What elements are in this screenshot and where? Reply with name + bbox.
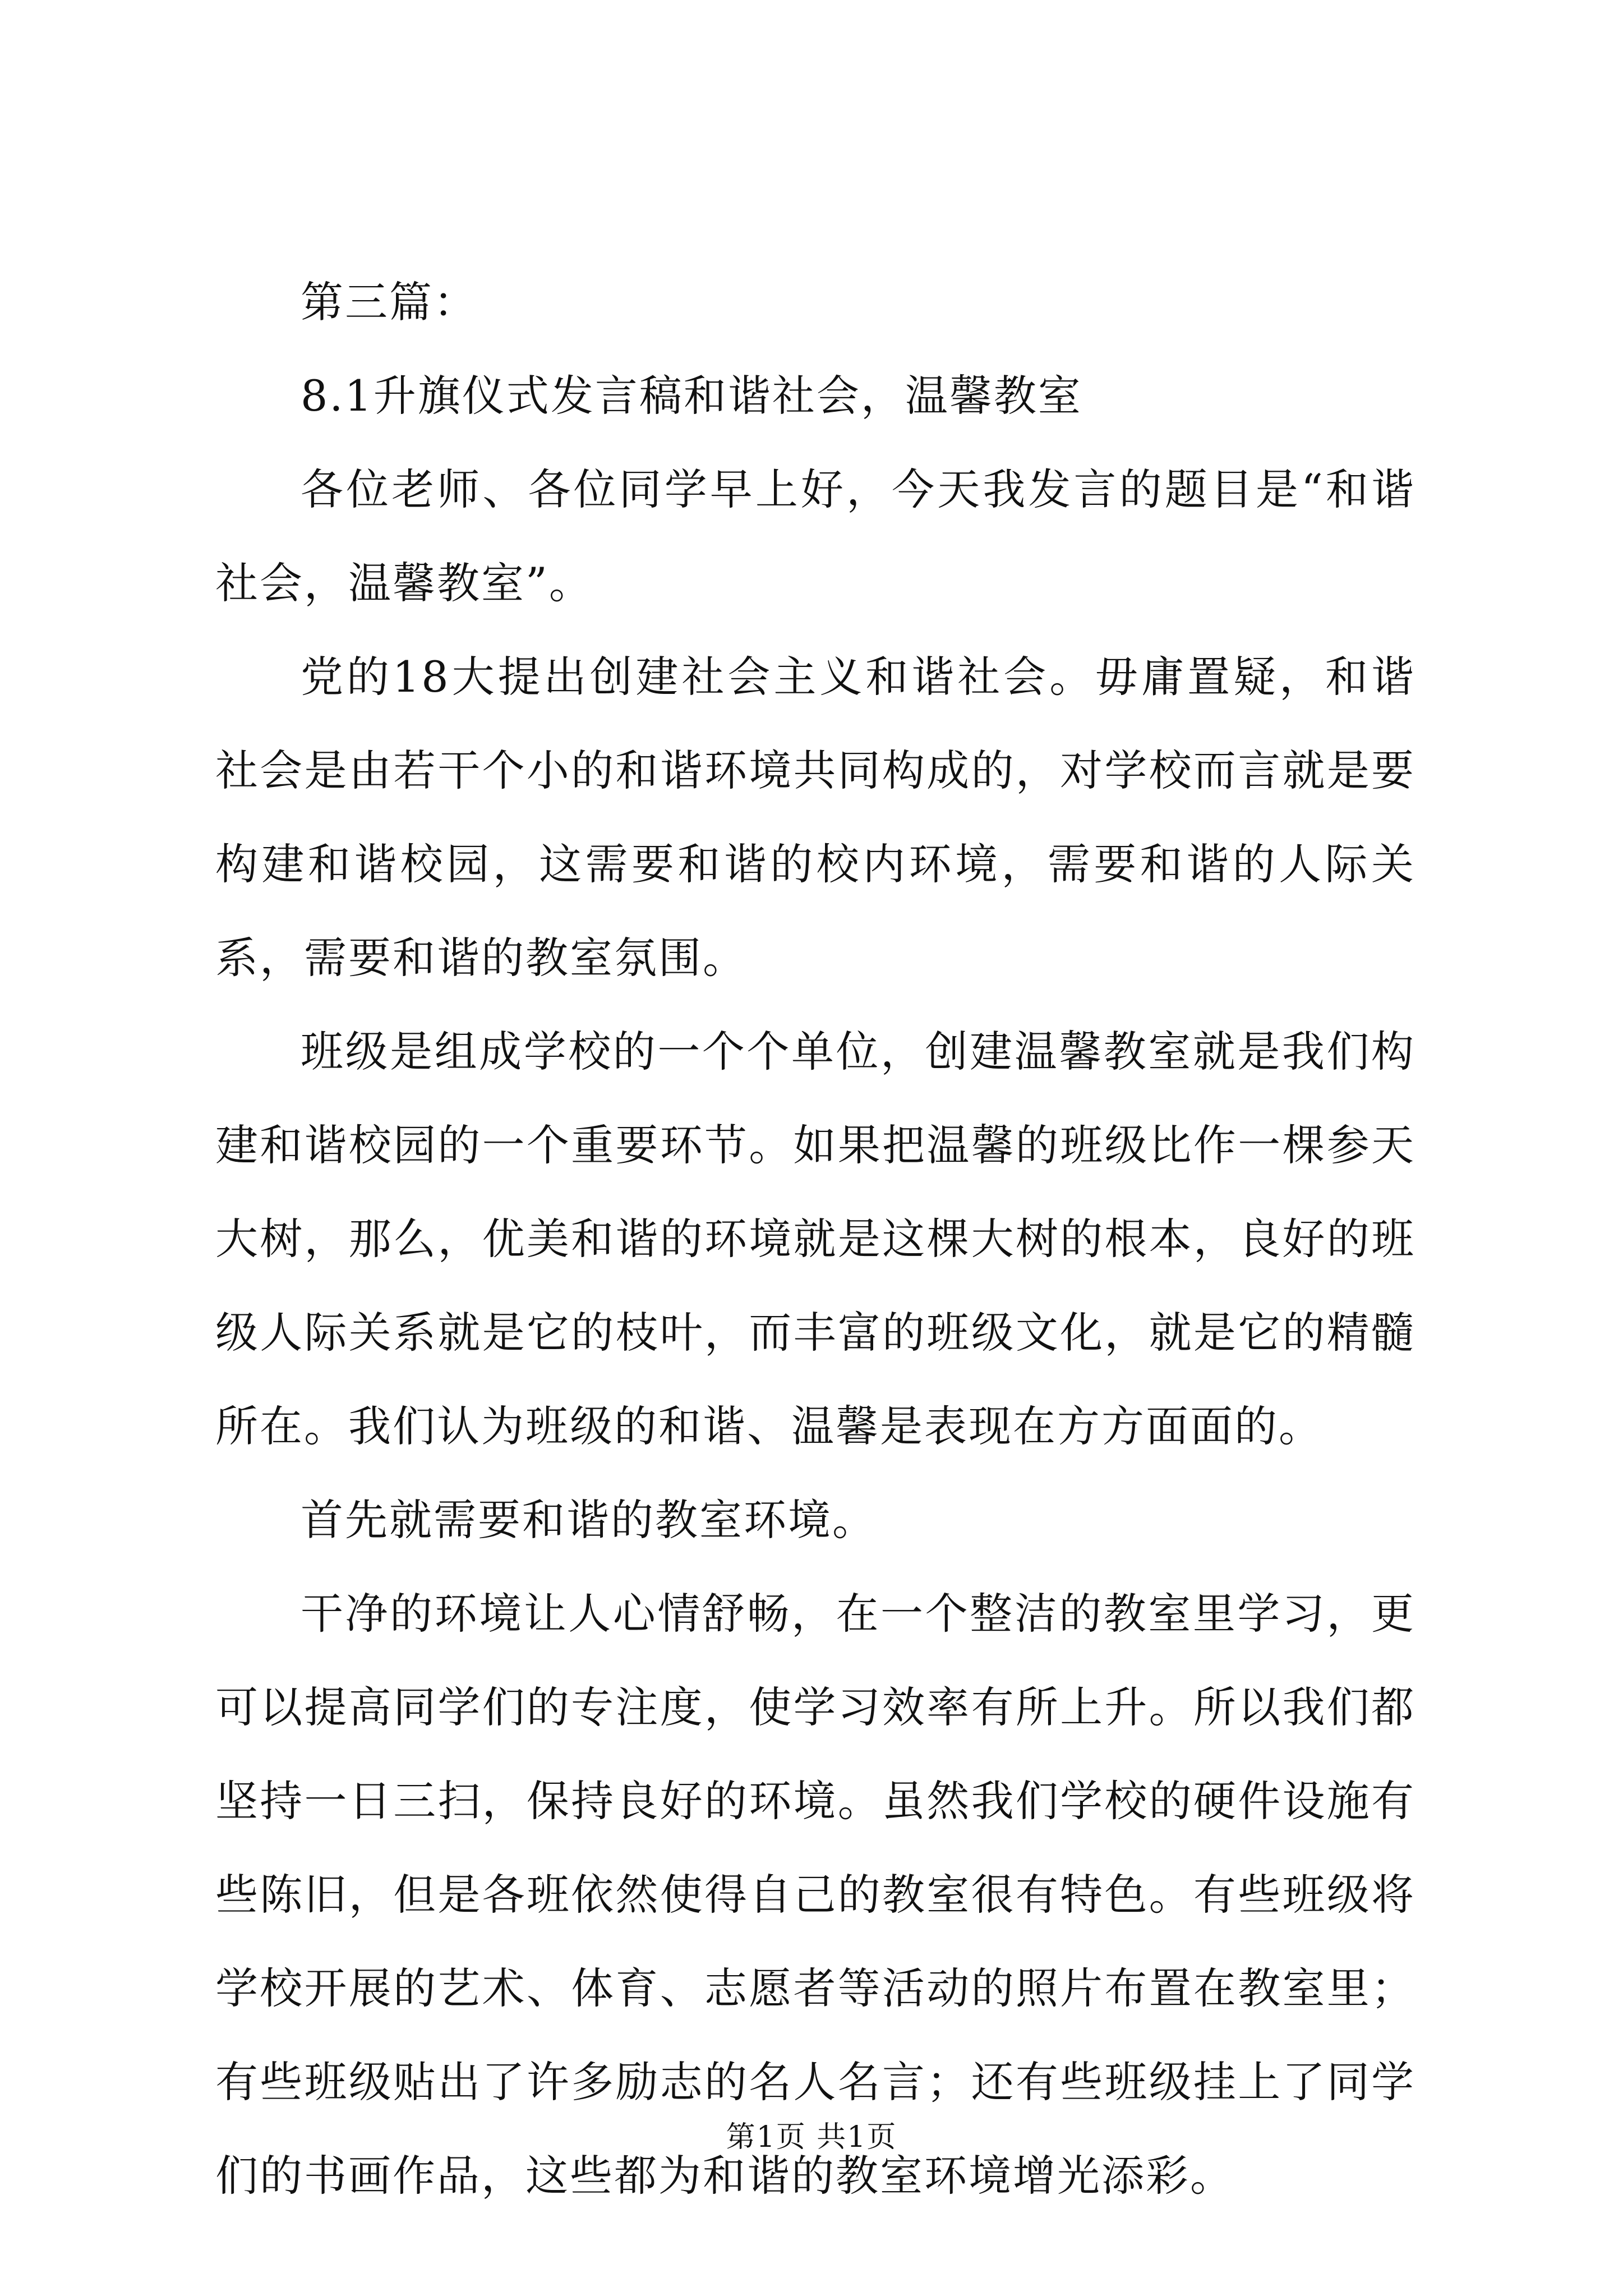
paragraph-harmonious-society: 党的18大提出创建社会主义和谐社会。毋庸置疑，和谐社会是由若干个小的和谐环境共同构成的，对学校而言就是要构建和谐校园，这需要和谐的校内环境，需要和谐的人际关系，需要和谐的教室氛围。 <box>215 652 1415 983</box>
document-body <box>215 255 1415 2223</box>
document-title: 8.1升旗仪式发言稿和谐社会，温馨教室 <box>301 371 1082 421</box>
paragraph-class-unit: 班级是组成学校的一个个单位，创建温馨教室就是我们构建和谐校园的一个重要环节。如果把温馨的班级比作一棵参天大树，那么，优美和谐的环境就是这棵大树的根本，良好的班级人际关系就是它的枝叶，而丰富的班级文化，就是它的精髓所在。我们认为班级的和谐、温馨是表现在方方面面的。 <box>215 1027 1415 1451</box>
paragraph-greeting: 各位老师、各位同学早上好，今天我发言的题目是“和谐社会，温馨教室”。 <box>215 464 1415 608</box>
section-heading: 第三篇： <box>301 277 478 327</box>
paragraph-clean-environment: 干净的环境让人心情舒畅，在一个整洁的教室里学习，更可以提高同学们的专注度，使学习效率有所上升。所以我们都坚持一日三扫，保持良好的环境。虽然我们学校的硬件设施有些陈旧，但是各班依然使得自己的教室很有特色。有些班级将学校开展的艺术、体育、志愿者等活动的照片布置在教室里；有些班级贴出了许多励志的名人名言；还有些班级挂上了同学们的书画作品，这些都为和谐的教室环境增光添彩。 <box>215 1589 1415 2201</box>
page-number-footer: 第1页 共1页 <box>726 2120 897 2154</box>
paragraph-classroom-environment: 首先就需要和谐的教室环境。 <box>301 1495 877 1545</box>
